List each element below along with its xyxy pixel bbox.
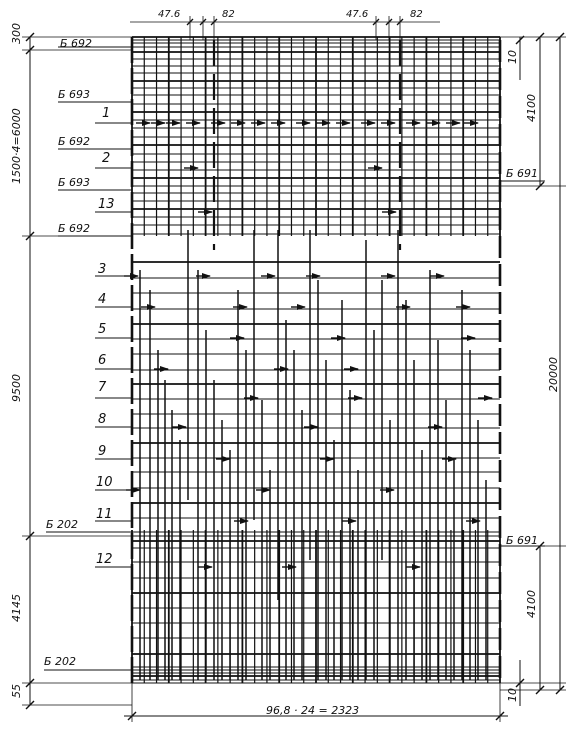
row-number-4: 4 <box>98 292 107 307</box>
section-label-b692-c: Б 692 <box>58 222 91 235</box>
right-dim-lower: 4100 <box>525 590 538 618</box>
section-label-b691-b: Б 691 <box>506 534 539 547</box>
section-label-b202-b: Б 202 <box>44 655 77 668</box>
right-dim-total: 20000 <box>547 357 560 392</box>
left-dim-lower: 4145 <box>10 594 23 622</box>
row-number-13: 13 <box>98 197 115 212</box>
left-dim-bottom: 55 <box>10 684 23 698</box>
left-dim-middle: 9500 <box>10 374 23 402</box>
row-number-6: 6 <box>98 353 107 368</box>
section-label-b691-a: Б 691 <box>506 167 539 180</box>
section-label-b693-b: Б 693 <box>58 176 91 189</box>
section-label-b202-a: Б 202 <box>46 518 79 531</box>
row-number-8: 8 <box>98 412 107 427</box>
bottom-dim-width: 96,8 · 24 = 2323 <box>266 704 360 717</box>
section-label-b692-top: Б 692 <box>60 37 93 50</box>
top-dim-spacing-3: 47.6 <box>346 9 369 20</box>
row-number-5: 5 <box>98 322 107 337</box>
section-label-b692-b: Б 692 <box>58 135 91 148</box>
top-dim-spacing-1: 47.6 <box>158 9 181 20</box>
reinforcement-grid <box>132 37 500 683</box>
left-dim-upper: 1500·4=6000 <box>10 108 23 184</box>
row-number-9: 9 <box>98 444 107 459</box>
row-number-11: 11 <box>96 507 113 522</box>
row-number-7: 7 <box>98 380 107 395</box>
right-dim-upper: 4100 <box>525 94 538 122</box>
row-number-3: 3 <box>98 262 107 277</box>
row-number-10: 10 <box>96 475 113 490</box>
section-label-b693-a: Б 693 <box>58 88 91 101</box>
right-dim-top-small: 10 <box>506 50 519 64</box>
row-number-1: 1 <box>102 106 111 121</box>
right-dim-bottom-small: 10 <box>506 688 519 702</box>
row-number-12: 12 <box>96 552 113 567</box>
row-number-2: 2 <box>102 151 111 166</box>
top-dim-spacing-4: 82 <box>410 9 423 20</box>
top-dim-spacing-2: 82 <box>222 9 235 20</box>
left-dim-top: 300 <box>10 23 23 44</box>
